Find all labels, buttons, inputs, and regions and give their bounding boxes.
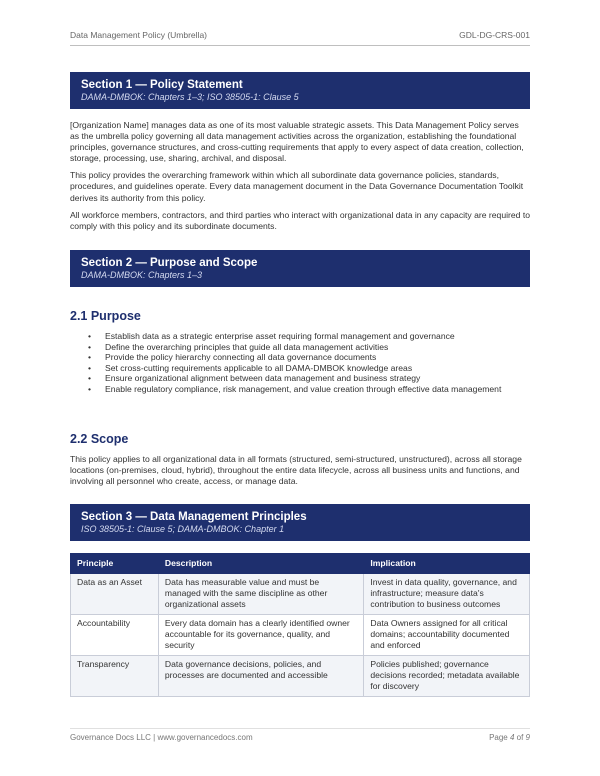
scope-body — [70, 454, 530, 493]
page-current: 4 — [509, 733, 515, 742]
section-2-title: Section 2 — Purpose and Scope — [81, 257, 258, 269]
section-3-banner — [70, 502, 530, 541]
column-header-principle: Principle — [71, 554, 159, 574]
table-row — [71, 615, 530, 656]
list-item: • Ensure organizational alignment between data management and business strategy — [88, 373, 508, 384]
list-item: • Enable regulatory compliance, risk management, and value creation through effective data management — [88, 384, 508, 395]
principles-table — [70, 553, 530, 697]
list-item: • Provide the policy hierarchy connecting all data governance documents — [88, 352, 508, 363]
table-cell: Data has measurable value and must be managed with the same discipline as other organizational assets — [158, 574, 363, 615]
table-cell: Transparency — [71, 656, 159, 697]
table-cell: Policies published; governance decisions recorded; metadata available for discovery — [364, 656, 530, 697]
page-footer — [70, 728, 530, 742]
table-row — [71, 656, 530, 697]
page-of: of — [514, 733, 526, 742]
document-id: GDL-DG-CRS-001 — [459, 30, 530, 40]
section-3-title: Section 3 — Data Management Principles — [81, 511, 307, 523]
column-header-description: Description — [158, 554, 363, 574]
policy-paragraph: All workforce members, contractors, and third parties who interact with organizational data in any capacity are required to comply with this policy and its subordinate documents. — [70, 209, 530, 231]
list-item: • Define the overarching principles that guide all data management activities — [88, 342, 508, 353]
list-item: • Establish data as a strategic enterprise asset requiring formal management and governance — [88, 331, 508, 342]
document-title: Data Management Policy (Umbrella) — [70, 30, 207, 40]
table-cell: Data governance decisions, policies, and processes are documented and accessible — [158, 656, 363, 697]
page-number — [489, 733, 530, 742]
policy-paragraph: This policy provides the overarching framework within which all subordinate data governance policies, standards, procedures, and guidelines operate. Every data management document in the Data Governance Documentation Toolkit derives its authority from this policy. — [70, 170, 524, 203]
table-cell: Every data domain has a clearly identified owner accountable for its governance, quality, and security — [158, 615, 363, 656]
column-header-implication: Implication — [364, 554, 530, 574]
section-1-title: Section 1 — Policy Statement — [81, 79, 243, 91]
scope-heading: 2.2 Scope — [70, 432, 129, 446]
section-2-reference: DAMA-DMBOK: Chapters 1–3 — [81, 270, 203, 280]
page-prefix: Page — [489, 733, 510, 742]
table-cell: Data Owners assigned for all critical domains; accountability documented and enforced — [364, 615, 530, 656]
policy-paragraph: [Organization Name] manages data as one of its most valuable strategic assets. This Data Management Policy serves as the umbrella policy governing all data management activities across the organization, establishing the foundational principles, governance structures, and cross-cutting requirements that apply to every aspect of data creation, collection, storage, processing, use, sharing, archival, and disposal. — [70, 120, 524, 164]
scope-paragraph: This policy applies to all organizational data in all formats (structured, semi-structured, unstructured), across all storage locations (on-premises, cloud, hybrid), throughout the entire data lifecycle, across all business units and functions, and involving all personnel who create, access, or manage data. — [70, 454, 522, 487]
table-header-row — [71, 554, 530, 574]
list-item: • Set cross-cutting requirements applicable to all DAMA-DMBOK knowledge areas — [88, 363, 508, 374]
footer-company: Governance Docs LLC | www.governancedocs.com — [70, 733, 253, 742]
section-1-banner — [70, 70, 530, 109]
section-2-banner — [70, 248, 530, 287]
table-row — [71, 574, 530, 615]
section-1-body — [70, 120, 530, 238]
page-header — [70, 30, 530, 46]
page-total: 9 — [525, 733, 530, 742]
table-cell: Invest in data quality, governance, and infrastructure; measure data's contribution to business outcomes — [364, 574, 530, 615]
section-3-reference: ISO 38505-1: Clause 5; DAMA-DMBOK: Chapter 1 — [81, 524, 285, 534]
purpose-heading: 2.1 Purpose — [70, 309, 141, 323]
table-cell: Accountability — [71, 615, 159, 656]
section-1-reference: DAMA-DMBOK: Chapters 1–3; ISO 38505-1: Clause 5 — [81, 92, 299, 102]
table-cell: Data as an Asset — [71, 574, 159, 615]
purpose-list — [88, 331, 508, 395]
